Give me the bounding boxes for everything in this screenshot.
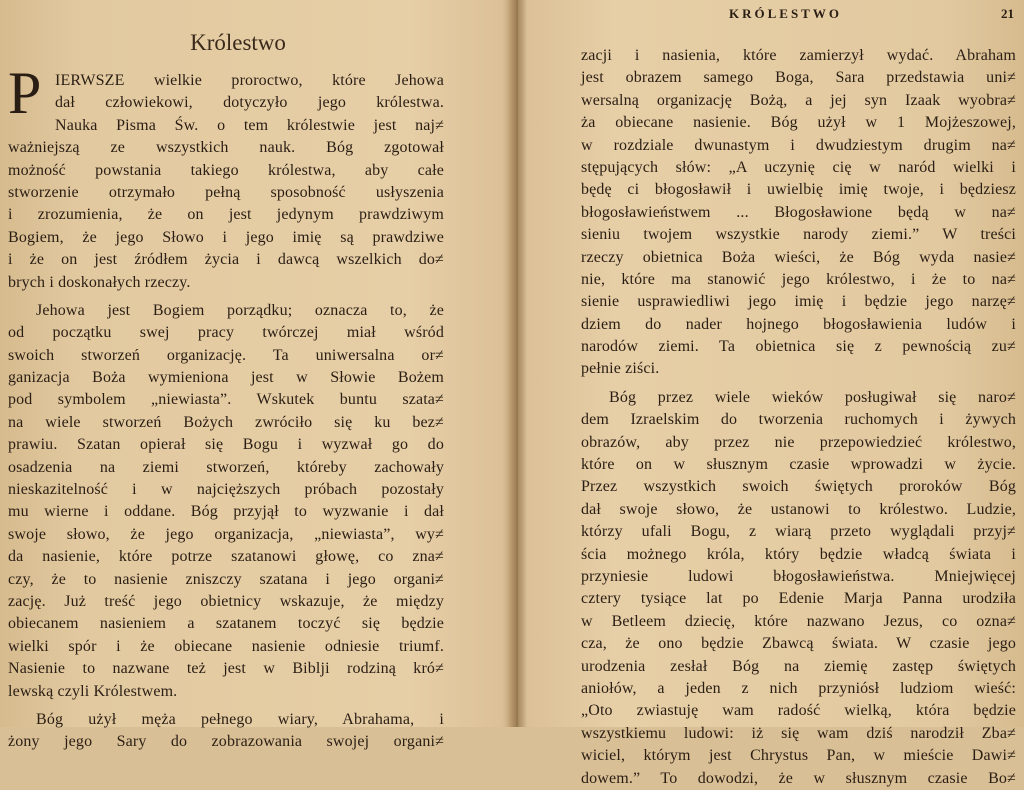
text-line: stworzenie otrzymało pełną sposobność usłyszenia [8,183,444,201]
text-line: jest obrazem samego Boga, Sara przedstawia uni≠ [581,69,1016,87]
text-line: nieskazitelność i w najcięższych próbach pozostały [8,481,444,499]
left-page [8,0,444,751]
text-line: mu wierne i oddane. Bóg przyjął to wyzwanie i dał [8,503,444,521]
text-line: pod symbolem „niewiasta”. Wskutek buntu szata≠ [8,391,444,409]
paragraph [8,300,444,703]
text-line: czy, że to nasienie zniszczy szatana i jego organi≠ [8,570,444,588]
book-gutter [507,0,527,727]
paragraph [8,709,444,754]
text-line: Nauka Pisma Św. o tem królestwie jest naj≠ [55,116,444,134]
text-line: ważniejszą ze wszystkich nauk. Bóg zgotował [8,139,444,157]
text-line: urodzenia zesłał Bóg na ziemię zastęp świętych [581,657,1016,675]
text-line: rzeczy obietnica Boża wieści, że Bóg wyda nasie≠ [581,248,1016,266]
text-line: sienie usprawiedliwi jego imię i będzie jego narzę≠ [581,293,1016,311]
text-line: Przez wszystkich swoich świętych proroków Bóg [581,478,1016,496]
text-line: ścia możnego króla, który będzie władcą świata i [581,545,1016,563]
running-head: KRÓLESTWO [729,6,842,21]
text-line: zację. Już treść jego obietnicy wskazuje, że między [8,592,444,610]
text-line: aniołów, a jeden z nich przyniósł ludziom wieść: [581,679,1016,697]
paragraph [581,45,1016,381]
text-line: osadzenia na ziemi stworzeń, któreby zachowały [8,458,444,476]
text-line: dowem.” To dowodzi, że w słusznym czasie Bo≠ [581,769,1016,787]
text-line: swoje słowo, że jego organizacja, „niewiasta”, wy≠ [8,525,444,543]
text-line: IERWSZE wielkie proroctwo, które Jehowa [55,72,444,89]
text-line: Bóg przez wiele wieków posługiwał się naro≠ [609,388,1016,406]
text-line: Jehowa jest Bogiem porządku; oznacza to, że [36,301,444,319]
text-line: Nasienie to nazwane też jest w Biblji rodziną kró≠ [8,660,444,678]
text-line: narodów ziemi. Ta obietnica się z pewnością zu≠ [581,338,1016,356]
text-line: wersalną organizację Bożą, a jej syn Izaak wyobra≠ [581,91,1016,109]
text-line: stępujących słów: „A uczynię cię w naród wielki i [581,158,1016,176]
text-line: na wiele stworzeń Bożych zwróciło się ku bez≠ [8,413,444,431]
text-line: „Oto zwiastuję wam radość wielką, która będzie [581,702,1016,720]
text-line: ża obiecane nasienie. Bóg użył w 1 Mojżeszowej, [581,114,1016,132]
text-line: swoich stworzeń organizację. Ta uniwersalna or≠ [8,346,444,364]
text-line: wielki spór i że obiecane nasienie odniesie triumf. [8,637,444,655]
text-line: Bogiem, że jego Słowo i jego imię są prawdziwe [8,228,444,246]
text-line: obiecanem nasieniem a szatanem toczyć się będzie [8,615,444,633]
text-line: lewską czyli Królestwem. [8,682,178,700]
text-line: wiciel, którym jest Chrystus Pan, w mieście Dawi≠ [581,747,1016,765]
text-line: zacji i nasienia, które zamierzył wydać. Abraham [581,47,1016,64]
page-number: 21 [1001,6,1014,21]
text-line: nie, które ma stanowić jego królestwo, i że to na≠ [581,270,1016,288]
text-line: dał swoje słowo, że ustanowi to królestwo. Ludzie, [581,500,1016,518]
text-line: możność powstania takiego królestwa, aby całe [8,161,444,179]
text-line: błogosławieństwem ... Błogosławione będą w na≠ [581,203,1016,221]
text-line: dem Izraelskim do tworzenia ruchomych i żywych [581,411,1016,429]
text-line: przyniesie ludowi błogosławieństwa. Mniejwięcej [581,567,1016,585]
text-line: da nasienie, które potrze szatanowi głowę, co zna≠ [8,548,444,566]
paragraph [8,60,444,294]
text-line: i że on jest źródłem życia i dawcą wszelkich do≠ [8,251,444,269]
text-line: ganizacja Boża wymieniona jest w Słowie Bożem [8,369,444,387]
text-line: prawiu. Szatan opierał się Bogu i wyzwał go do [8,436,444,454]
page-header [581,6,1016,26]
text-line: dziem do nader hojnego błogosławienia ludów i [581,315,1016,333]
right-page [581,0,1016,787]
text-line: którzy ufali Bogu, z wiarą przeto wyglądali przyj≠ [581,523,1016,541]
text-line: cztery tysiące lat po Edenie Marja Panna urodziła [581,590,1016,608]
text-line: brych i doskonałych rzeczy. [8,273,191,291]
right-page-body [581,45,1016,790]
text-line: cza, że ono będzie Zbawcą świata. W czasie jego [581,635,1016,653]
text-line: od początku swej pracy twórczej miał wśród [8,324,444,342]
text-line: w Betleem dziecię, które nazwano Jezus, co ozna≠ [581,612,1016,630]
text-line: sieniu twojem wszystkie narody ziemi.” W treści [581,226,1016,244]
drop-cap: P [8,60,42,126]
text-line: dał człowiekowi, dotyczyło jego królestwa. [55,94,444,112]
text-line: będę ci błogosławił i uwielbię imię twoje, i będziesz [581,181,1016,199]
left-page-body [8,60,444,754]
text-line: obrazów, aby przez nie przepowiedzieć królestwo, [581,433,1016,451]
text-line: i zrozumienia, że on jest jedynym prawdziwym [8,206,444,224]
text-line: pełnie ziści. [581,360,660,378]
text-line: w rozdziale dwunastym i dwudziestym drugim na≠ [581,136,1016,154]
chapter-title: Królestwo [190,30,286,55]
text-line: żony jego Sary do zobrazowania swojej organi≠ [8,733,444,751]
text-line: wszystkiemu ludowi: iż się wam dziś narodził Zba≠ [581,724,1016,742]
text-line: Bóg użył męża pełnego wiary, Abrahama, i [36,710,444,728]
text-line: które on w słusznym czasie wprowadzi w życie. [581,456,1016,474]
paragraph [581,387,1016,790]
